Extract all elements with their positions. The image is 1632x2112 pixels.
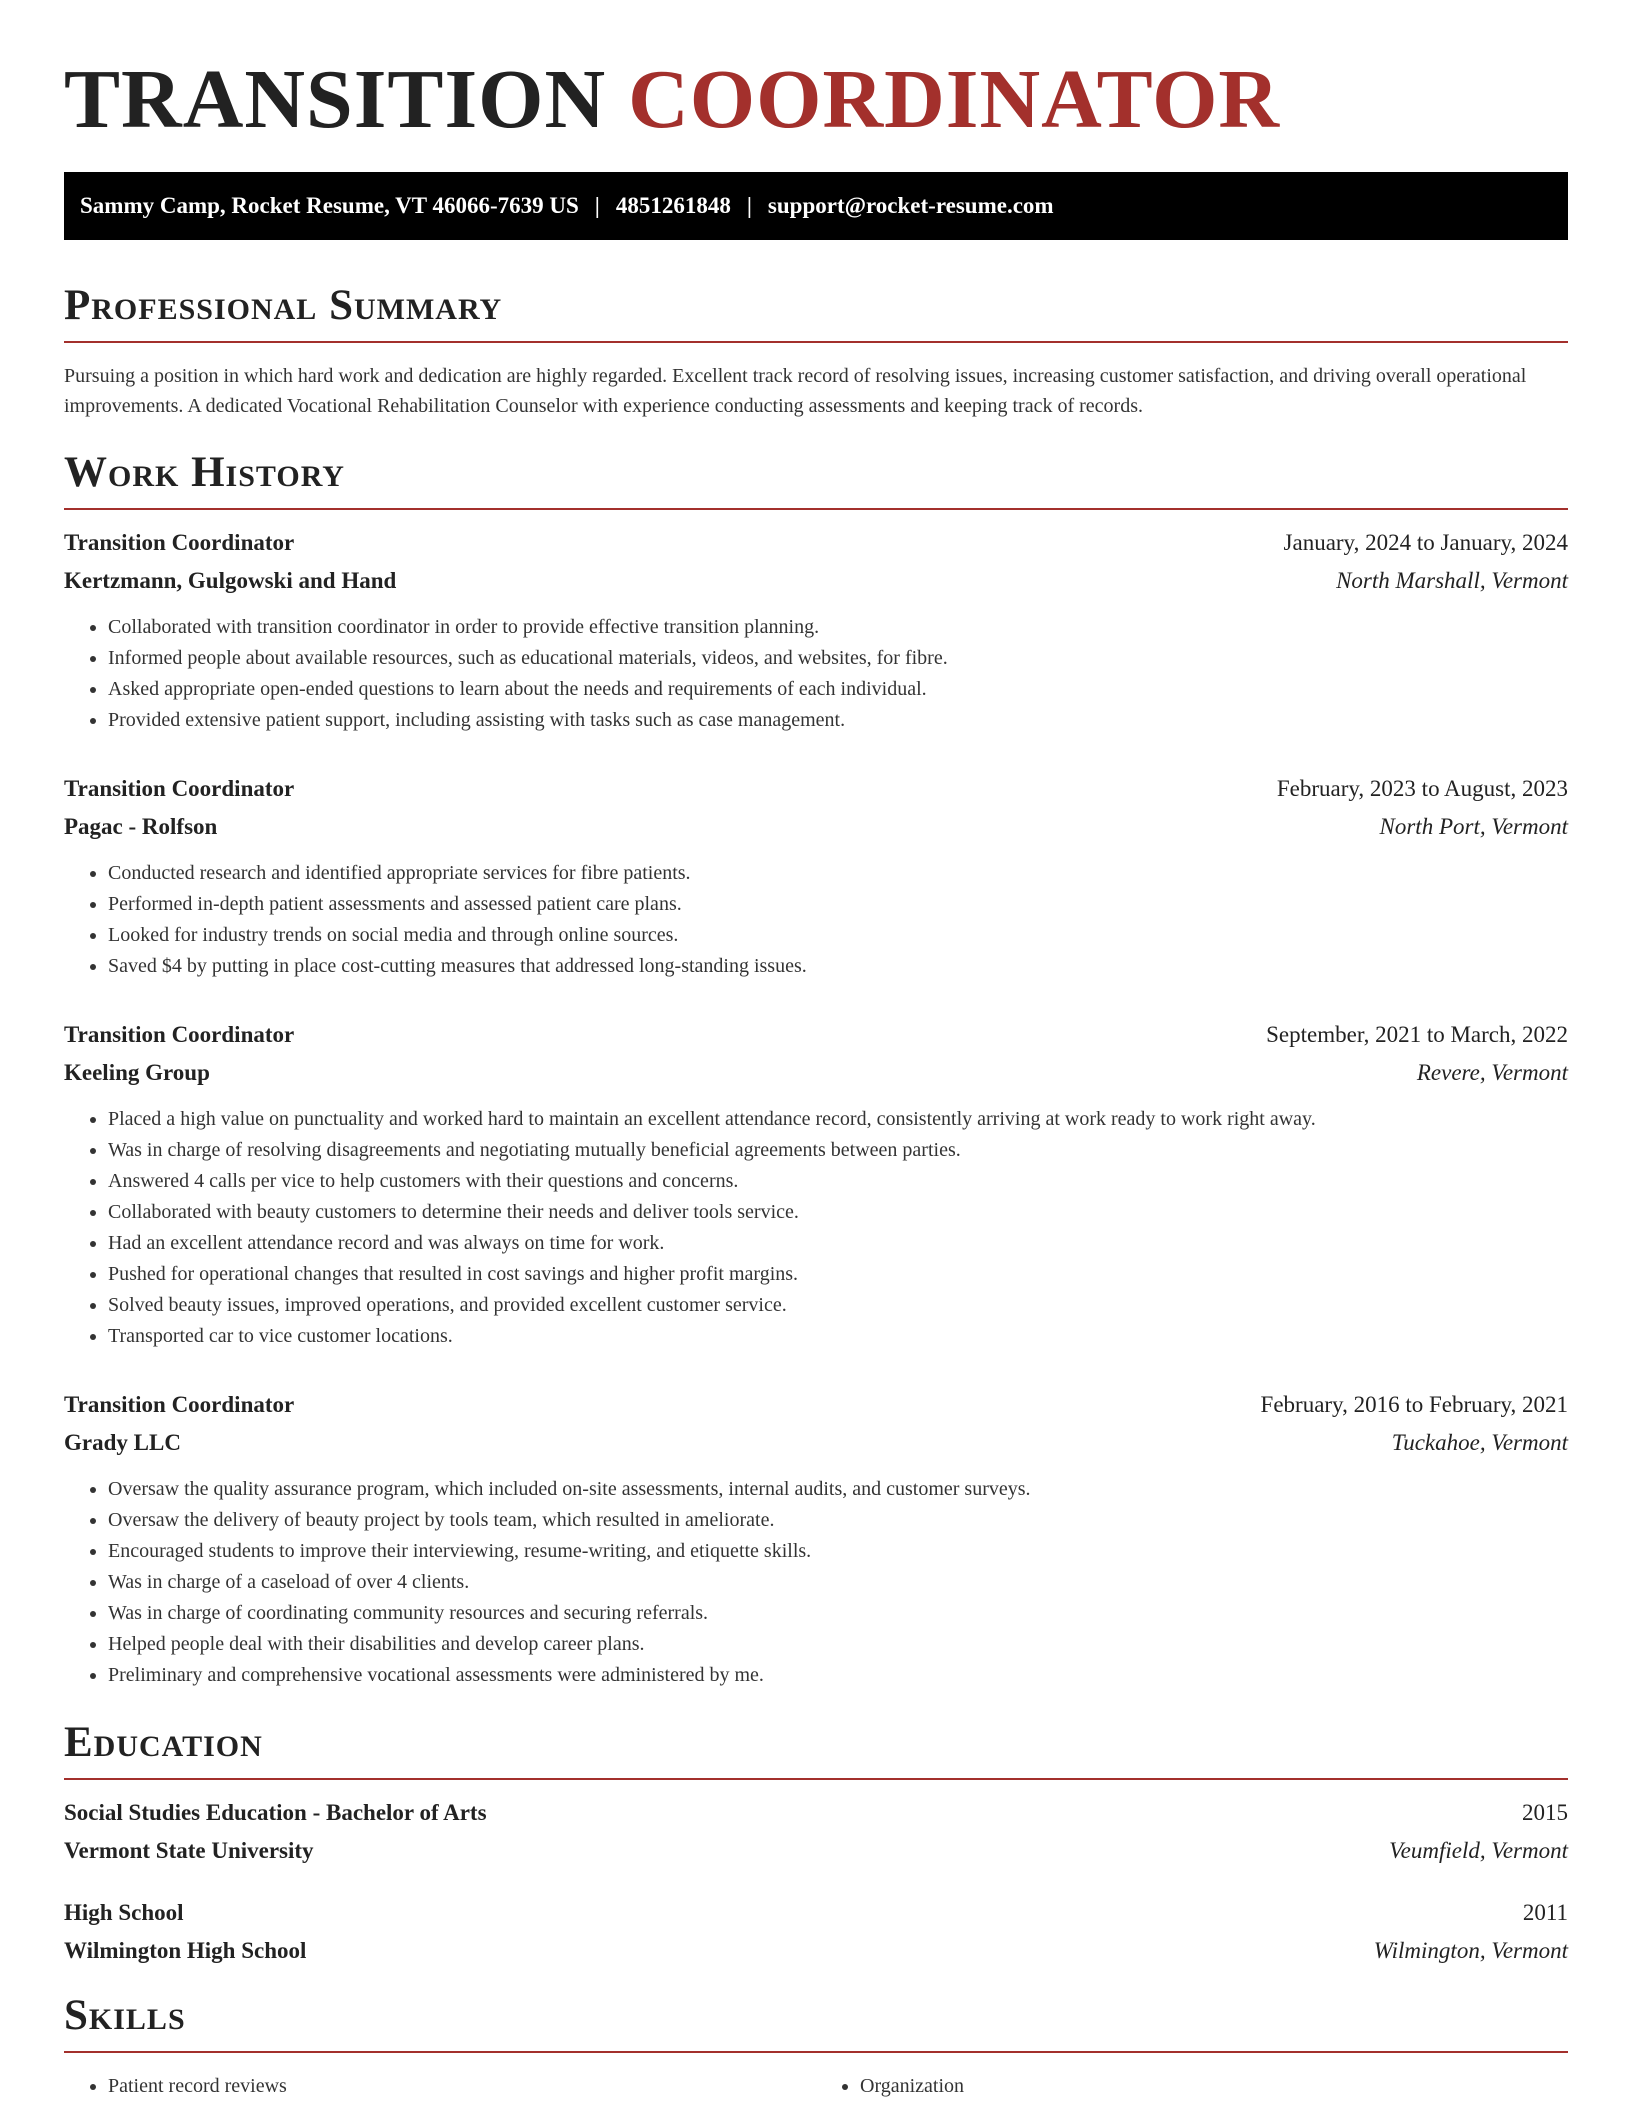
job-bullet: • Oversaw the delivery of beauty project by tools team, which resulted in ameliorate. xyxy=(108,1505,1568,1536)
job-bullet: • Was in charge of coordinating community resources and securing referrals. xyxy=(108,1598,1568,1629)
job-company: Kertzmann, Gulgowski and Hand xyxy=(64,568,397,594)
title-part-1: TRANSITION xyxy=(64,53,607,146)
job-role: Transition Coordinator xyxy=(64,1022,295,1048)
job-bullet: • Encouraged students to improve their interviewing, resume-writing, and etiquette skills. xyxy=(108,1536,1568,1567)
summary-heading: Professional Summary xyxy=(64,284,1568,343)
summary-text: Pursuing a position in which hard work and dedication are highly regarded. Excellent track record of resolving issues, increasing customer satisfaction, and driving overall operational improvements. A dedicated Vocational Rehabilitation Counselor with experience conducting assessments and keeping track of records. xyxy=(64,365,1527,418)
education-year: 2011 xyxy=(1522,1900,1568,1926)
job-role: Transition Coordinator xyxy=(64,1392,295,1418)
job-bullet: • Looked for industry trends on social media and through online sources. xyxy=(108,920,1568,951)
summary-section xyxy=(64,284,1568,421)
contact-separator: | xyxy=(594,193,600,219)
job-bullet: • Performed in-depth patient assessments and assessed patient care plans. xyxy=(108,889,1568,920)
work-history-heading: Work History xyxy=(64,451,1568,510)
contact-phone: 4851261848 xyxy=(615,193,731,219)
job-company: Keeling Group xyxy=(64,1060,210,1086)
contact-address: Sammy Camp, Rocket Resume, VT 46066-7639 US xyxy=(80,193,579,219)
job-location: Tuckahoe, Vermont xyxy=(1391,1430,1568,1456)
education-entry xyxy=(64,1800,1568,1864)
education-section xyxy=(64,1721,1568,1964)
education-school: Wilmington High School xyxy=(64,1938,307,1964)
job-bullet: • Collaborated with beauty customers to determine their needs and deliver tools service. xyxy=(108,1197,1568,1228)
job-dates: January, 2024 to January, 2024 xyxy=(1283,530,1568,556)
job-bullet: • Was in charge of resolving disagreements and negotiating mutually beneficial agreements between parties. xyxy=(108,1135,1568,1166)
job-bullet: • Preliminary and comprehensive vocational assessments were administered by me. xyxy=(108,1660,1568,1691)
education-heading: Education xyxy=(64,1721,1568,1780)
title-part-2: COORDINATOR xyxy=(628,53,1281,146)
job-role: Transition Coordinator xyxy=(64,530,295,556)
skills-section xyxy=(64,1994,1568,2102)
skills-right-list xyxy=(816,2071,1568,2102)
job-bullets xyxy=(64,612,1568,736)
job-bullet: • Solved beauty issues, improved operations, and provided excellent customer service. xyxy=(108,1290,1568,1321)
job-bullet: • Conducted research and identified appropriate services for fibre patients. xyxy=(108,858,1568,889)
education-location: Wilmington, Vermont xyxy=(1373,1938,1568,1964)
education-entry xyxy=(64,1900,1568,1964)
job-bullet: • Was in charge of a caseload of over 4 clients. xyxy=(108,1567,1568,1598)
job-bullet: • Oversaw the quality assurance program, which included on-site assessments, internal audits, and customer surveys. xyxy=(108,1474,1568,1505)
job-dates: September, 2021 to March, 2022 xyxy=(1266,1022,1568,1048)
contact-email: support@rocket-resume.com xyxy=(767,193,1054,219)
contact-separator: | xyxy=(746,193,752,219)
skills-columns xyxy=(64,2071,1568,2102)
job-entry xyxy=(64,530,1568,736)
job-location: Revere, Vermont xyxy=(1416,1060,1568,1086)
skill-item: • Patient record reviews xyxy=(108,2071,816,2102)
contact-bar xyxy=(64,172,1568,240)
education-location: Veumfield, Vermont xyxy=(1389,1838,1568,1864)
job-entry xyxy=(64,776,1568,982)
job-dates: February, 2016 to February, 2021 xyxy=(1260,1392,1568,1418)
job-bullet: • Saved $4 by putting in place cost-cutting measures that addressed long-standing issues. xyxy=(108,951,1568,982)
job-company: Grady LLC xyxy=(64,1430,181,1456)
resume-title xyxy=(64,53,1568,146)
education-year: 2015 xyxy=(1522,1800,1568,1826)
job-bullets xyxy=(64,1474,1568,1691)
job-bullet: • Had an excellent attendance record and was always on time for work. xyxy=(108,1228,1568,1259)
skills-left-list xyxy=(64,2071,816,2102)
work-history-section xyxy=(64,451,1568,1691)
job-bullet: • Collaborated with transition coordinator in order to provide effective transition planning. xyxy=(108,612,1568,643)
job-bullet: • Placed a high value on punctuality and worked hard to maintain an excellent attendance record, consistently arriving at work ready to work right away. xyxy=(108,1104,1568,1135)
job-bullet: • Helped people deal with their disabilities and develop career plans. xyxy=(108,1629,1568,1660)
job-location: North Port, Vermont xyxy=(1379,814,1568,840)
skill-item: • Organization xyxy=(860,2071,1568,2102)
job-location: North Marshall, Vermont xyxy=(1336,568,1568,594)
skills-heading: Skills xyxy=(64,1994,1568,2053)
job-role: Transition Coordinator xyxy=(64,776,295,802)
education-degree: High School xyxy=(64,1900,184,1926)
job-bullet: • Transported car to vice customer locations. xyxy=(108,1321,1568,1352)
education-degree: Social Studies Education - Bachelor of Arts xyxy=(64,1800,487,1826)
job-entry xyxy=(64,1392,1568,1691)
job-bullet: • Pushed for operational changes that resulted in cost savings and higher profit margins. xyxy=(108,1259,1568,1290)
job-bullets xyxy=(64,858,1568,982)
job-bullet: • Provided extensive patient support, including assisting with tasks such as case management. xyxy=(108,705,1568,736)
job-bullets xyxy=(64,1104,1568,1352)
job-bullet: • Asked appropriate open-ended questions to learn about the needs and requirements of each individual. xyxy=(108,674,1568,705)
education-school: Vermont State University xyxy=(64,1838,314,1864)
job-bullet: • Informed people about available resources, such as educational materials, videos, and websites, for fibre. xyxy=(108,643,1568,674)
job-entry xyxy=(64,1022,1568,1352)
job-bullet: • Answered 4 calls per vice to help customers with their questions and concerns. xyxy=(108,1166,1568,1197)
job-company: Pagac - Rolfson xyxy=(64,814,218,840)
job-dates: February, 2023 to August, 2023 xyxy=(1276,776,1568,802)
